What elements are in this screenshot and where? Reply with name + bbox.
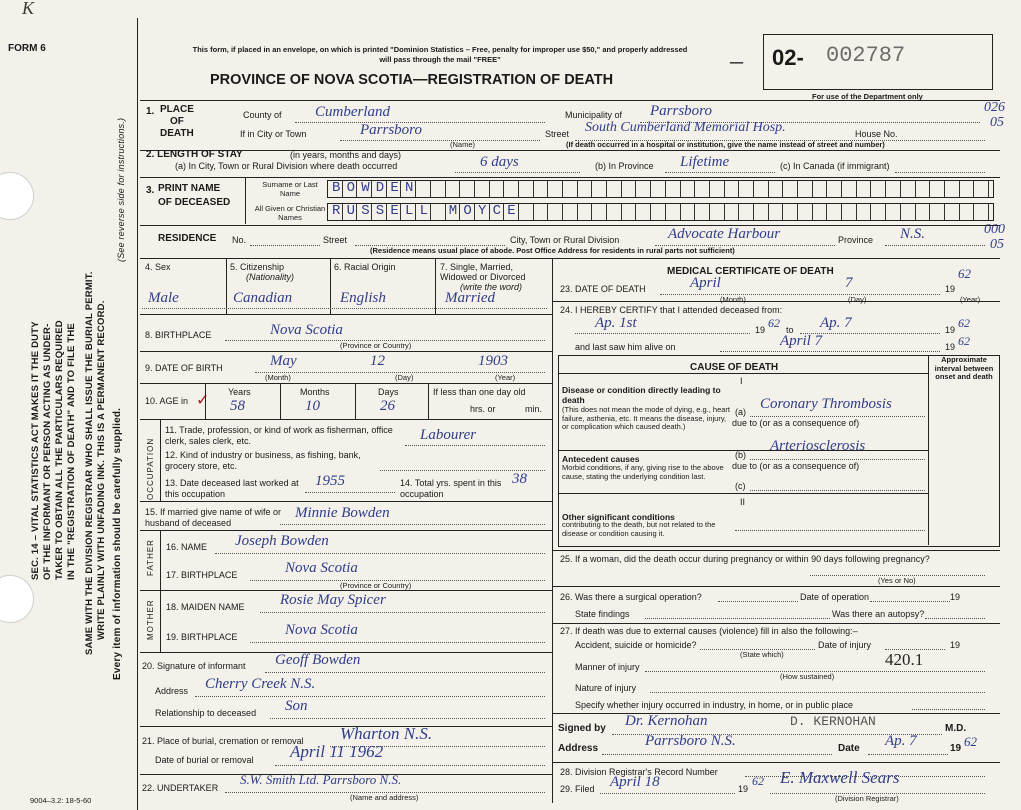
citizenship-value: Canadian <box>233 290 293 306</box>
father-name-value: Joseph Bowden <box>235 533 329 549</box>
attended-to-value: Ap. 7 <box>820 315 852 331</box>
footer-code: 9004–3.2: 18-5-60 <box>30 796 92 805</box>
side-code-b: 05 <box>990 115 1004 130</box>
stay-city-value: 6 days <box>480 154 519 170</box>
burial-date-value: April 11 1962 <box>290 742 384 761</box>
form-number: FORM 6 <box>8 43 46 54</box>
city-value: Parrsboro <box>360 122 422 138</box>
side-code-a: 026 <box>984 100 1005 115</box>
filed-date-value: April 18 <box>610 774 660 790</box>
surname-cells <box>327 180 994 198</box>
residence-city-value: Advocate Harbour <box>668 226 781 242</box>
mother-birthplace-value: Nova Scotia <box>285 622 358 638</box>
mail-notice: This form, if placed in an envelope, on which is printed "Dominion Statistics – Free, penalty for improper use $50," and properly addressed will pass through the mail "FREE" <box>192 45 688 64</box>
registrar-signature: E. Maxwell Sears <box>780 768 900 787</box>
reg-prefix: 02- <box>772 45 804 70</box>
informant-address-value: Cherry Creek N.S. <box>205 676 316 692</box>
last-worked-value: 1955 <box>315 473 345 489</box>
birthplace-note: (Province or Country) <box>340 341 412 350</box>
punch-hole-bottom <box>0 575 34 623</box>
occupation-value: Labourer <box>420 427 477 443</box>
attended-from-value: Ap. 1st <box>595 315 637 331</box>
last-seen-value: April 7 <box>780 333 823 349</box>
physician-address-value: Parrsboro N.S. <box>645 733 736 749</box>
marital-status-value: Married <box>445 290 495 306</box>
stay-province-value: Lifetime <box>680 154 730 170</box>
mother-maiden-value: Rosie May Spicer <box>280 592 386 608</box>
birthplace-value: Nova Scotia <box>270 322 343 338</box>
cause-a-value: Coronary Thrombosis <box>760 396 892 412</box>
residence-province-value: N.S. <box>900 226 926 242</box>
death-month-value: April <box>690 275 721 291</box>
physician-date-value: Ap. 7 <box>885 733 917 749</box>
punch-hole-top <box>0 172 34 220</box>
municipality-value: Parrsboro <box>650 103 712 119</box>
death-day-value: 7 <box>845 275 853 291</box>
age-months: 10 <box>305 398 320 414</box>
reg-number: 002787 <box>826 43 906 68</box>
spouse-value: Minnie Bowden <box>295 505 390 521</box>
form-title: PROVINCE OF NOVA SCOTIA—REGISTRATION OF DEATH <box>210 72 614 88</box>
burial-place-value: Wharton N.S. <box>340 724 433 743</box>
physician-printed-name: D. KERNOHAN <box>790 714 876 729</box>
years-occupation-value: 38 <box>512 471 527 487</box>
spouse-label: 15. If married give name of wife or husband of deceased <box>145 507 282 528</box>
given-name-value: RUSSELL MOYCE <box>332 203 522 219</box>
street-value: South Cumberland Memorial Hosp. <box>585 120 786 135</box>
corner-mark: K <box>22 0 35 18</box>
classification-code: 420.1 <box>885 650 924 669</box>
physician-signature: Dr. Kernohan <box>625 713 708 729</box>
side-code-c: 000 <box>984 222 1005 237</box>
side-code-d: 05 <box>990 237 1004 252</box>
relationship-value: Son <box>285 698 308 714</box>
death-year-value: 62 <box>958 266 971 281</box>
cause-b-value: Arteriosclerosis <box>770 438 866 454</box>
age-days: 26 <box>380 398 395 414</box>
registration-number-box <box>763 34 993 90</box>
father-birthplace-value: Nova Scotia <box>285 560 358 576</box>
racial-origin-value: English <box>340 290 386 306</box>
dash-mark: – <box>730 46 743 75</box>
sex-value: Male <box>148 290 179 306</box>
informant-value: Geoff Bowden <box>275 652 361 668</box>
surname-value: BOWDEN <box>332 180 420 196</box>
registrar-record-label: 28. Division Registrar's Record Number <box>560 767 718 777</box>
age-years: 58 <box>230 398 245 414</box>
birthplace-label: 8. BIRTHPLACE <box>145 330 212 340</box>
undertaker-value: S.W. Smith Ltd. Parrsboro N.S. <box>240 772 402 787</box>
dept-use-label: For use of the Department only <box>812 92 923 101</box>
county-value: Cumberland <box>315 104 390 120</box>
